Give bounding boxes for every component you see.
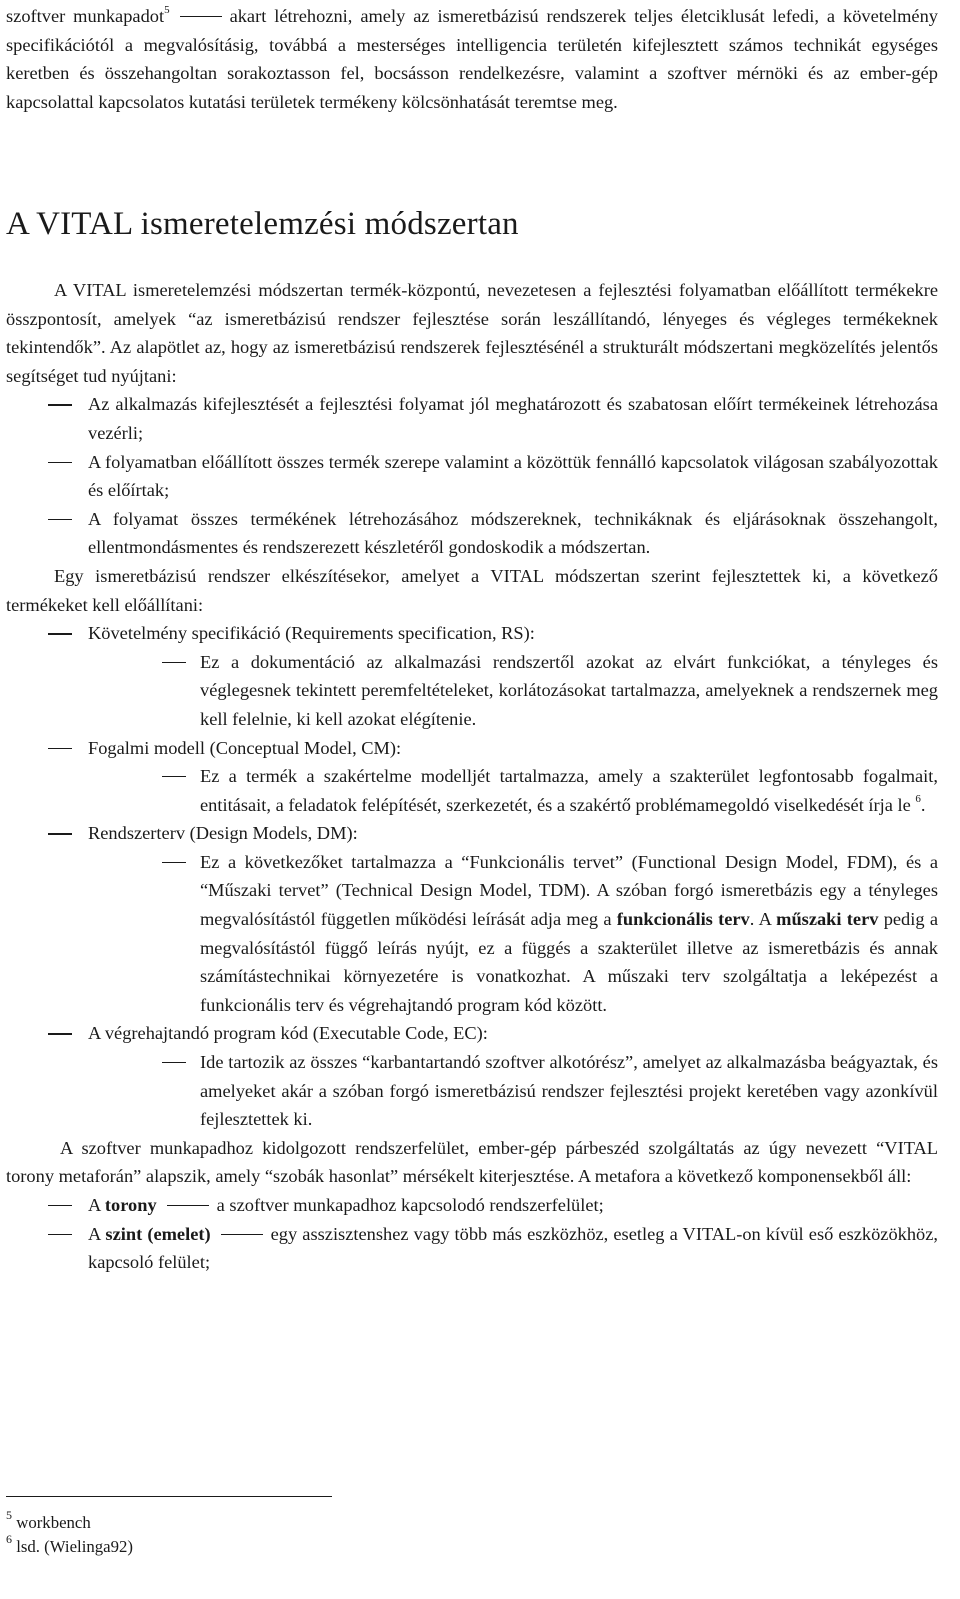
footnote-ref-5[interactable]: 5 <box>164 3 170 16</box>
products-list <box>6 619 938 1134</box>
list-item: Az alkalmazás kifejlesztését a fejlesztési folyamat jól meghatározott és szabatosan előírt termékeinek létrehozása vezérli; <box>6 390 938 447</box>
product-sublist <box>88 762 938 819</box>
product-conceptual-model <box>6 734 938 820</box>
list-item <box>6 1220 938 1277</box>
list-item <box>6 1191 938 1220</box>
product-sublist <box>88 1048 938 1134</box>
product-description <box>88 848 938 1020</box>
paragraph-methodology: A VITAL ismeretelemzési módszertan termék-központú, nevezetesen a fejlesztési folyamatban előállított termékekre összpontosít, amelyek “az ismeretbázisú rendszer fejlesztése során leszállítandó, lényeges és végleges termékeknek tekintendők”. Az alapötlet az, hogy az ismeretbázisú rendszerek fejlesztésénél a strukturált módszertani megközelítés jelentős segítséget tud nyújtani: <box>6 280 938 386</box>
footnote-divider <box>6 1496 332 1497</box>
list-item: A folyamat összes termékének létrehozásához módszereknek, technikáknak és eljárásoknak összehangolt, ellentmondásmentes és rendszerezett készletéről gondoskodik a módszertan. <box>6 505 938 562</box>
bold-term: szint (emelet) <box>105 1223 211 1244</box>
footnote-ref-6[interactable]: 6 <box>915 792 921 805</box>
section-heading: A VITAL ismeretelemzési módszertan <box>6 206 519 242</box>
description-text: Ez a következőket tartalmazza a “Funkcionális tervet” (Functional Design Model, FDM), és a “Műszaki tervet” (Technical Design Model, TDM). A szóban forgó ismeretbázis egy a tényleges megvalósítástól független működési leírását adja meg a <box>200 851 938 930</box>
em-dash <box>180 16 222 17</box>
item-text: a szoftver munkapadhoz kapcsolodó rendszerfelület; <box>216 1195 604 1215</box>
footnote-text: workbench <box>16 1513 91 1533</box>
product-description: Ez a dokumentáció az alkalmazási rendszertől azokat az elvárt funkciókat, a tényleges és véglegesnek tekintett peremfeltételeket, korlátozásokat tartalmazza, amelyeknek a rendszernek meg kell felelnie, ki kell azokat elégítenie. <box>88 648 938 734</box>
product-label: Fogalmi modell (Conceptual Model, CM): <box>88 737 402 758</box>
product-design-models <box>6 819 938 1019</box>
product-label: Követelmény specifikáció (Requirements specification, RS): <box>88 623 535 644</box>
footnote-6 <box>6 1531 938 1559</box>
description-text: . A <box>749 909 771 930</box>
product-label: Rendszerterv (Design Models, DM): <box>88 823 358 844</box>
item-prefix: A <box>88 1195 101 1215</box>
paragraph-tower-metaphor: A szoftver munkapadhoz kidolgozott rendszerfelület, ember-gép párbeszéd szolgáltatás az úgy nevezett “VITAL torony metaforán” alapszik, amely “szobák hasonlat” mérsékelt kiterjesztése. A metafora a következő komponensekből áll: <box>6 1137 938 1187</box>
metaphor-components-list <box>6 1191 938 1277</box>
bold-term: torony <box>104 1195 157 1215</box>
footnote-5 <box>6 1507 938 1535</box>
list-item: A folyamatban előállított összes termék szerepe valamint a közöttük fennálló kapcsolatok világosan szabályozottak és előírtak; <box>6 448 938 505</box>
em-dash <box>167 1205 209 1206</box>
paragraph-products-intro: Egy ismeretbázisú rendszer elkészítésekor, amelyet a VITAL módszertan szerint fejlesztettek ki, a következő termékeket kell előállítani: <box>6 565 938 615</box>
product-description <box>88 762 938 819</box>
benefits-list <box>6 390 938 562</box>
product-label: A végrehajtandó program kód (Executable Code, EC): <box>88 1023 488 1044</box>
bold-term: funkcionális terv <box>616 909 750 930</box>
bold-term: műszaki terv <box>776 909 879 930</box>
sentence-end: . <box>920 794 926 815</box>
product-requirements <box>6 619 938 733</box>
intro-text-a: szoftver munkapadot <box>6 6 165 26</box>
footnote-number: 6 <box>6 1531 12 1546</box>
description-text: pedig a megvalósítástól függő leírás nyújt, ez a függés a szakterület illetve az ismeretbázis és annak számítástechnikai környezetére is vonatkozhat. A műszaki terv szolgáltatja a leképezést a funkcionális terv és végrehajtandó program kód között. <box>200 909 938 1015</box>
em-dash <box>221 1234 263 1235</box>
description-text: Ez a termék a szakértelme modelljét tartalmazza, amely a szakterület legfontosabb fogalmait, entitásait, a feladatok felépítését, szerkezetét, és a szakértő problémamegoldó viselkedését írja le <box>200 766 938 815</box>
intro-text-b: akart létrehozni, amely az ismeretbázisú rendszerek teljes életciklusát lefedi, a követelmény specifikációtól a megvalósításig, továbbá a mesterséges intelligencia területén kifejlesztett számos technikát egységes keretben és összehangoltan sorakoztasson fel, bocsásson rendelkezésre, valamint a szoftver mérnöki és az ember-gép kapcsolattal kapcsolatos kutatási területek termékeny kölcsönhatását teremtse meg. <box>6 6 938 112</box>
footnote-number: 5 <box>6 1507 12 1522</box>
item-prefix: A <box>88 1223 101 1244</box>
intro-paragraph <box>6 2 938 116</box>
item-text: egy asszisztenshez vagy több más eszközhöz, esetleg a VITAL-on kívül eső eszközökhöz, kapcsoló felület; <box>88 1223 939 1273</box>
product-sublist <box>88 848 938 1020</box>
footnote-text: lsd. (Wielinga92) <box>16 1537 133 1557</box>
main-content <box>6 276 938 1277</box>
product-description: Ide tartozik az összes “karbantartandó szoftver alkotórész”, amelyet az alkalmazásba beágyaztak, és amelyeket akár a szóban forgó ismeretbázisú rendszer fejlesztési projekt keretében vagy azonkívül fejlesztettek ki. <box>88 1048 938 1134</box>
footnotes <box>6 1496 938 1559</box>
product-sublist <box>88 648 938 734</box>
product-executable-code <box>6 1019 938 1133</box>
